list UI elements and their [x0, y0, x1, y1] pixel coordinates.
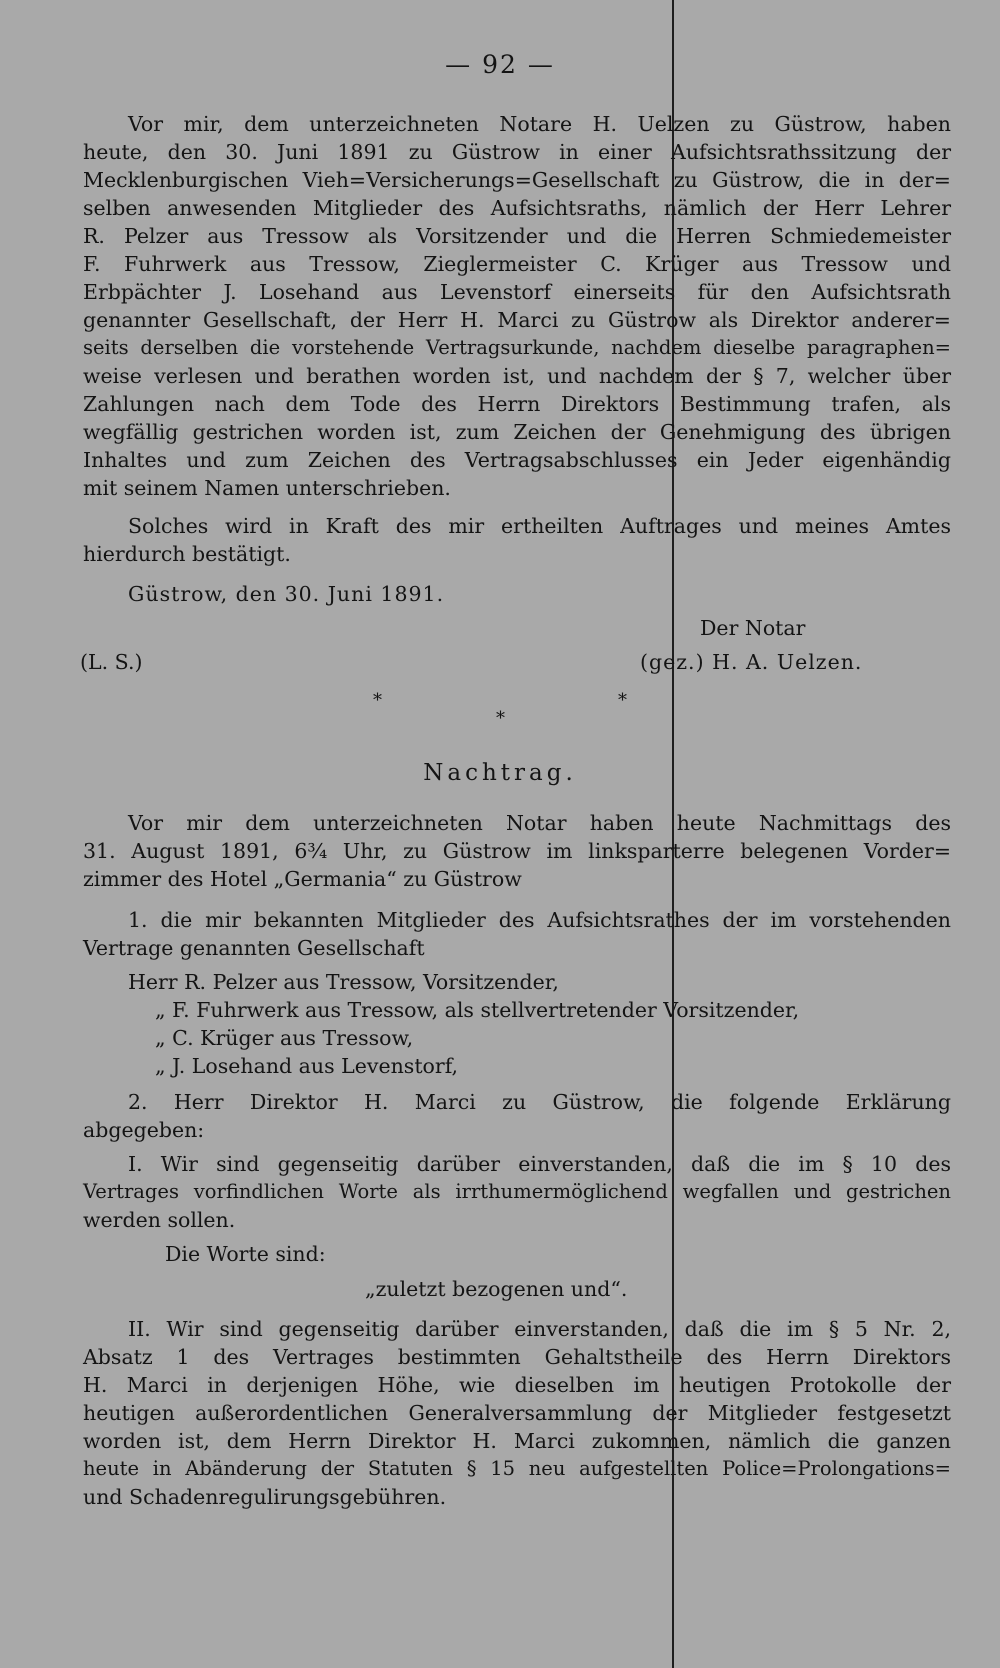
text-line: Solches wird in Kraft des mir ertheilten Auftrages und meines Amtes	[128, 514, 951, 538]
text-line: und Schadenregulirungsgebühren.	[83, 1485, 447, 1509]
text-line: genannter Gesellschaft, der Herr H. Marci zu Güstrow als Direktor anderer=	[83, 308, 951, 332]
text-line: Mecklenburgischen Vieh=Versicherungs=Gesellschaft zu Güstrow, die in der=	[83, 168, 951, 192]
text-line: Vertrages vorfindlichen Worte als irrthumermöglichend wegfallen und gestrichen	[83, 1180, 951, 1203]
text-line: wegfällig gestrichen worden ist, zum Zeichen der Genehmigung des übrigen	[83, 420, 951, 444]
text-line: Vor mir, dem unterzeichneten Notare H. Uelzen zu Güstrow, haben	[128, 112, 951, 136]
text-line: R. Pelzer aus Tressow als Vorsitzender und die Herren Schmiedemeister	[83, 224, 951, 248]
text-line: heutigen außerordentlichen Generalversammlung der Mitglieder festgesetzt	[83, 1401, 951, 1425]
text-line: worden ist, dem Herrn Direktor H. Marci zukommen, nämlich die ganzen	[83, 1429, 951, 1453]
member-entry: Herr R. Pelzer aus Tressow, Vorsitzender,	[128, 970, 559, 994]
text-line: weise verlesen und berathen worden ist, und nachdem der § 7, welcher über	[83, 364, 951, 388]
text-line: II. Wir sind gegenseitig darüber einverstanden, daß die im § 5 Nr. 2,	[128, 1317, 951, 1341]
text-line: mit seinem Namen unterschrieben.	[83, 476, 451, 500]
text-line: abgegeben:	[83, 1118, 205, 1142]
text-line: Vor mir dem unterzeichneten Notar haben heute Nachmittags des	[128, 811, 951, 835]
words-quote: „zuletzt bezogenen und“.	[365, 1277, 628, 1301]
text-line: heute in Abänderung der Statuten § 15 neu aufgestellten Police=Prolongations=	[83, 1457, 951, 1480]
text-line: I. Wir sind gegenseitig darüber einverstanden, daß die im § 10 des	[128, 1152, 951, 1176]
text-line: Vertrage genannten Gesellschaft	[83, 936, 425, 960]
addendum-heading: Nachtrag.	[423, 760, 577, 786]
text-line: hierdurch bestätigt.	[83, 542, 291, 566]
separator-star: *	[618, 690, 627, 711]
member-entry: „ J. Losehand aus Levenstorf,	[155, 1054, 459, 1078]
text-line: F. Fuhrwerk aus Tressow, Zieglermeister C. Krüger aus Tressow und	[83, 252, 951, 276]
separator-star: *	[373, 690, 382, 711]
text-line: Inhaltes und zum Zeichen des Vertragsabschlusses ein Jeder eigenhändig	[83, 448, 951, 472]
place-date: Güstrow, den 30. Juni 1891.	[128, 582, 445, 606]
seal-mark: (L. S.)	[80, 650, 143, 674]
notary-title: Der Notar	[700, 616, 806, 640]
separator-star: *	[496, 708, 505, 729]
member-entry: „ C. Krüger aus Tressow,	[155, 1026, 414, 1050]
text-line: Erbpächter J. Losehand aus Levenstorf einerseits für den Aufsichtsrath	[83, 280, 951, 304]
member-entry: „ F. Fuhrwerk aus Tressow, als stellvertretender Vorsitzender,	[155, 998, 800, 1022]
text-line: H. Marci in derjenigen Höhe, wie dieselben im heutigen Protokolle der	[83, 1373, 951, 1397]
text-line: 1. die mir bekannten Mitglieder des Aufsichtsrathes der im vorstehenden	[128, 908, 951, 932]
text-line: heute, den 30. Juni 1891 zu Güstrow in einer Aufsichtsrathssitzung der	[83, 140, 951, 164]
text-line: Zahlungen nach dem Tode des Herrn Direktors Bestimmung trafen, als	[83, 392, 951, 416]
text-line: 2. Herr Direktor H. Marci zu Güstrow, die folgende Erklärung	[128, 1090, 951, 1114]
notary-signature: (gez.) H. A. Uelzen.	[640, 650, 863, 674]
text-line: werden sollen.	[83, 1208, 236, 1232]
text-line: selben anwesenden Mitglieder des Aufsichtsraths, nämlich der Herr Lehrer	[83, 196, 951, 220]
words-label: Die Worte sind:	[165, 1242, 326, 1266]
text-line: Absatz 1 des Vertrages bestimmten Gehaltstheile des Herrn Direktors	[83, 1345, 951, 1369]
text-line: 31. August 1891, 6¾ Uhr, zu Güstrow im linksparterre belegenen Vorder=	[83, 839, 951, 863]
page-number: — 92 —	[445, 50, 555, 79]
text-line: seits derselben die vorstehende Vertragsurkunde, nachdem dieselbe paragraphen=	[83, 336, 951, 359]
text-line: zimmer des Hotel „Germania“ zu Güstrow	[83, 867, 522, 891]
